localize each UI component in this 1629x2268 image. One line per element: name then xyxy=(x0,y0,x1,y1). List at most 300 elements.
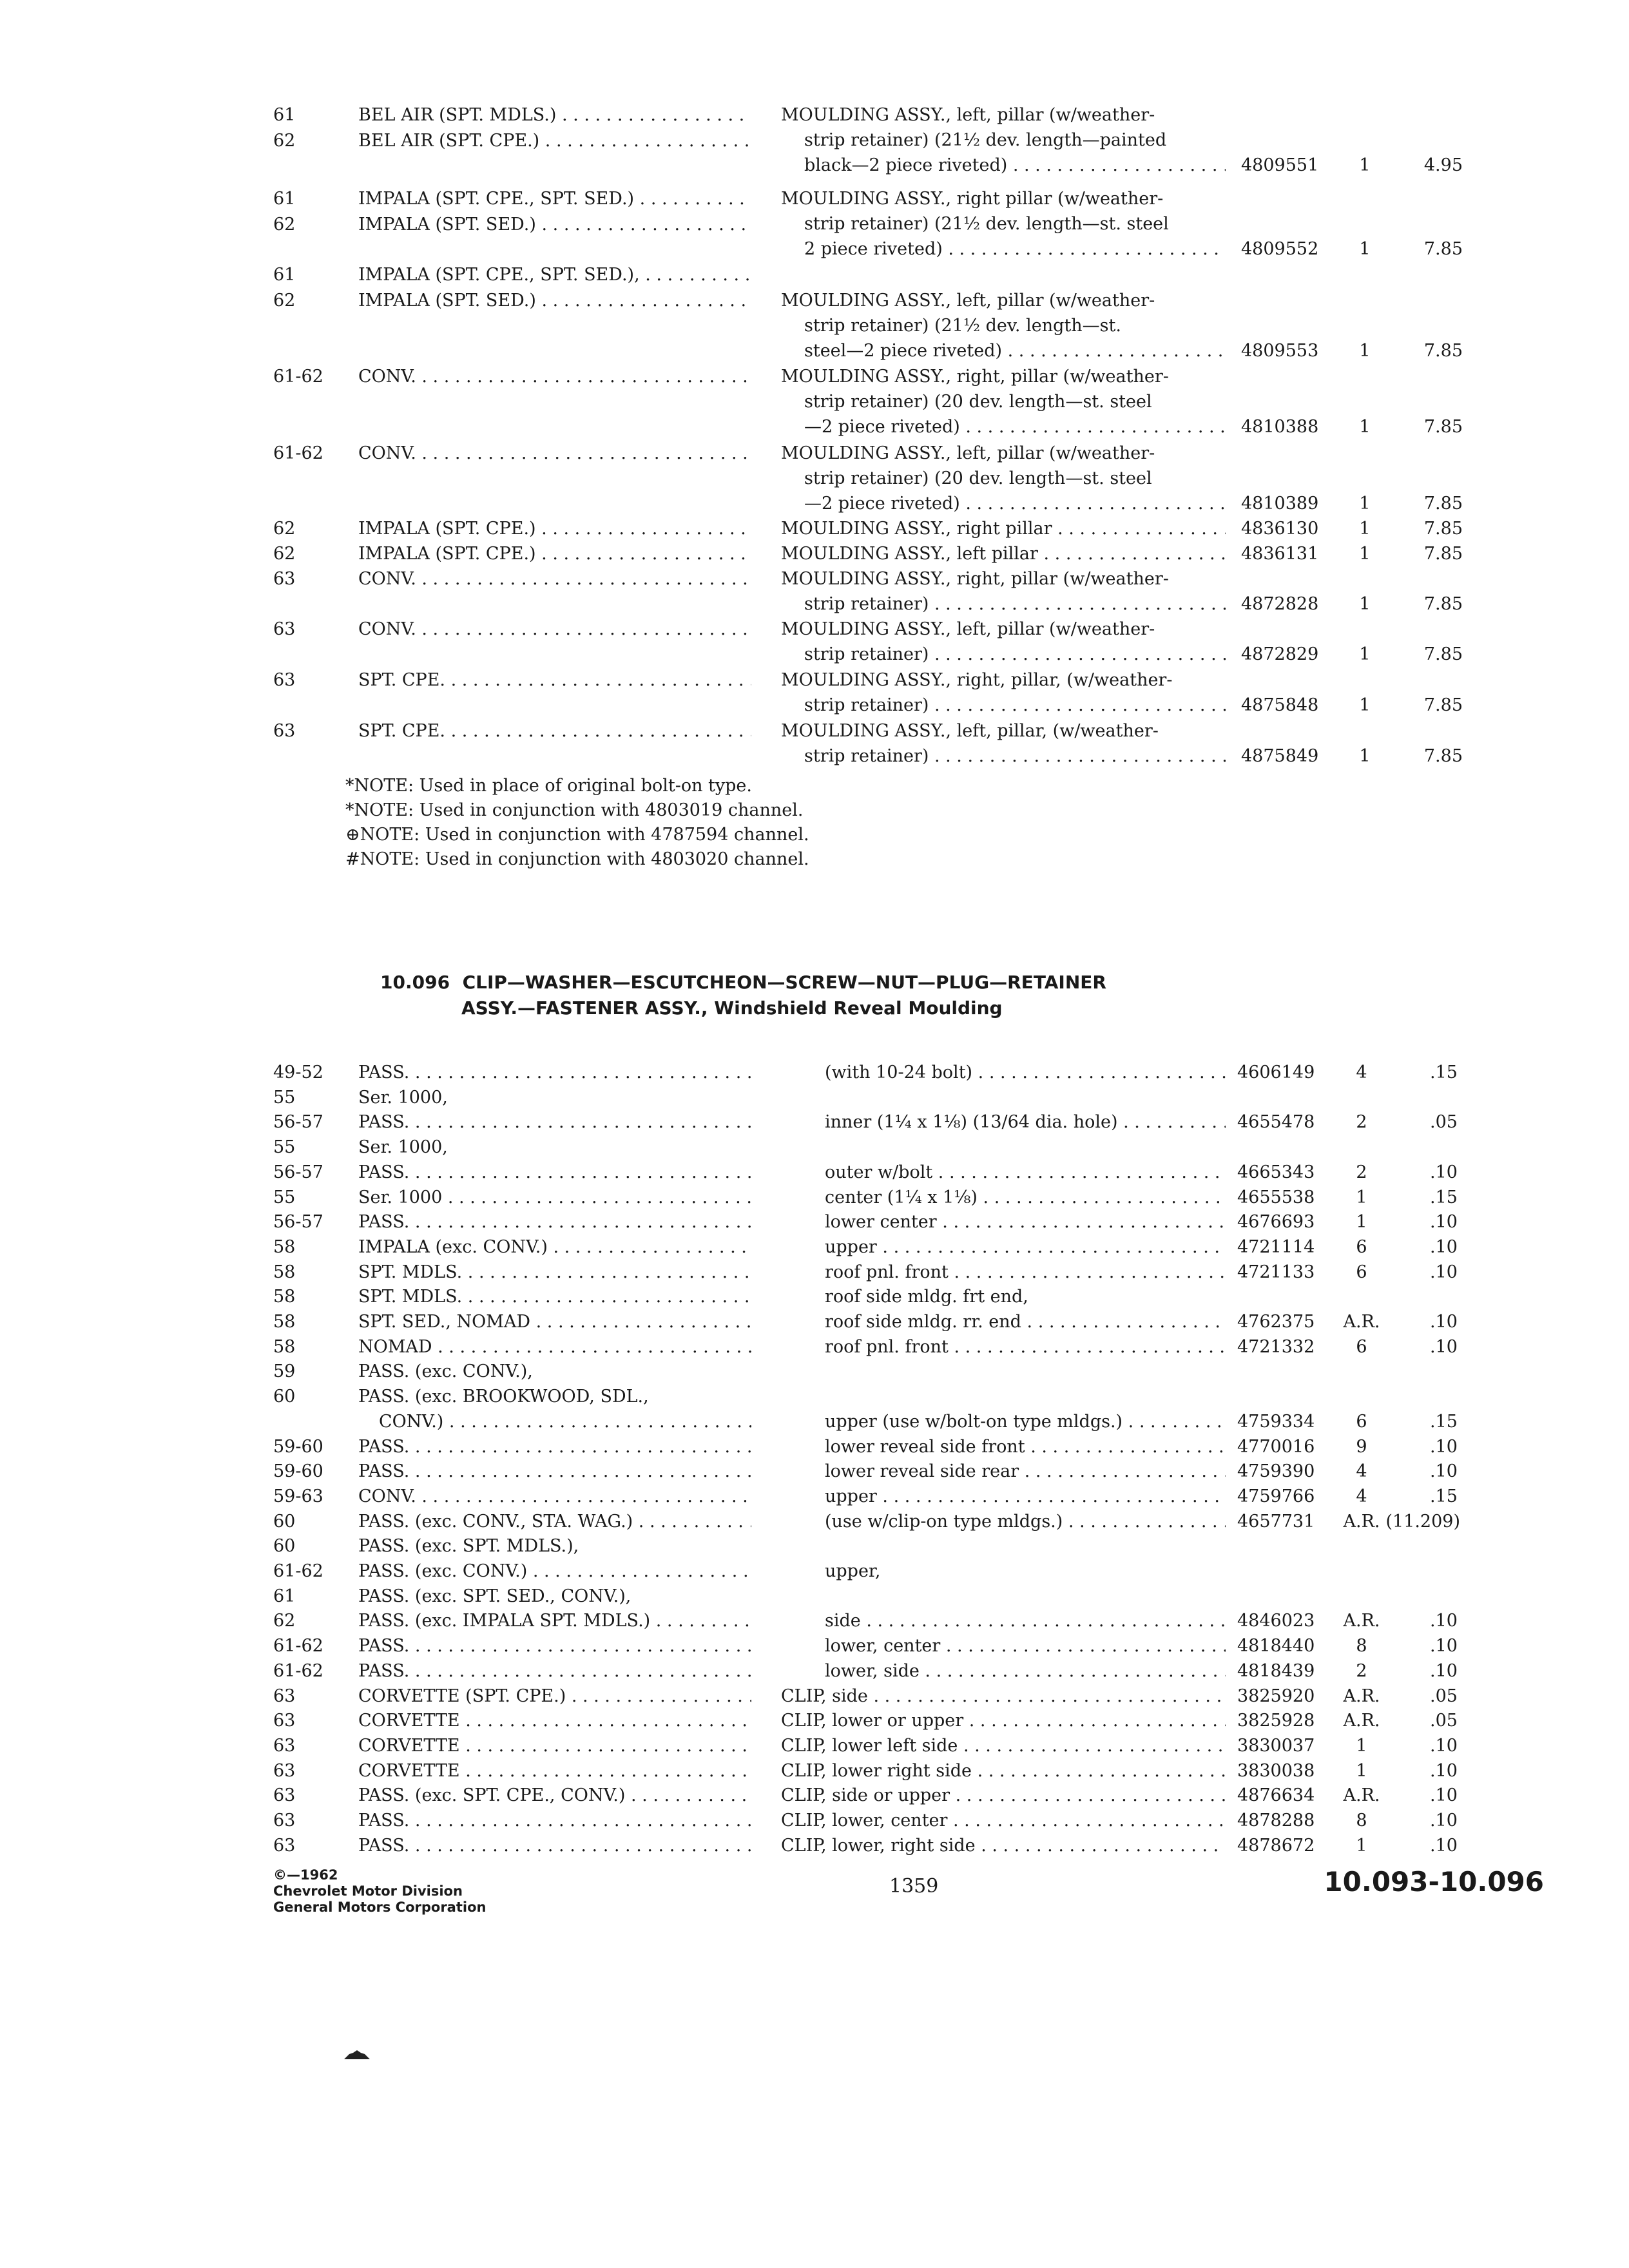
row-year: 58 xyxy=(273,1287,296,1307)
row-model: IMPALA (SPT. SED.) . . . xyxy=(358,213,751,237)
row-price: .10 xyxy=(1430,1660,1458,1681)
row-model: CORVETTE (SPT. CPE.) . . . xyxy=(358,1684,751,1709)
row-year: 59-60 xyxy=(273,1436,323,1457)
row-year: 56-57 xyxy=(273,1112,323,1133)
row-description-line: MOULDING ASSY., right pillar (w/weather- xyxy=(781,189,1164,209)
row-part-number: 4846023 xyxy=(1237,1611,1315,1631)
table-row xyxy=(0,1160,1629,1185)
row-quantity: 6 xyxy=(1356,1262,1367,1282)
description-line xyxy=(0,365,1629,389)
row-price: .10 xyxy=(1430,1162,1458,1182)
row-description-line: MOULDING ASSY., left, pillar (w/weather- xyxy=(781,105,1155,125)
row-year: 58 xyxy=(273,1336,296,1357)
table-row xyxy=(0,1584,1629,1609)
table-row xyxy=(0,1310,1629,1334)
row-price: .10 xyxy=(1430,1735,1458,1756)
row-model: PASS. (exc. BROOKWOOD, SDL., xyxy=(358,1387,649,1407)
row-quantity: 1 xyxy=(1359,494,1371,514)
row-year: 55 xyxy=(273,1137,296,1158)
row-part-number: 4762375 xyxy=(1237,1312,1315,1332)
row-year: 61-62 xyxy=(273,1660,323,1681)
row-quantity: 2 xyxy=(1356,1660,1367,1681)
row-model: PASS. (exc. SPT. CPE., CONV.) . . . xyxy=(358,1783,751,1808)
row-quantity: A.R. xyxy=(1343,1785,1380,1806)
description-line xyxy=(0,517,1629,541)
footer-division: Chevrolet Motor Division xyxy=(273,1883,463,1899)
table-row xyxy=(0,1534,1629,1559)
row-price: 7.85 xyxy=(1423,494,1463,514)
row-price: .10 xyxy=(1430,1436,1458,1457)
row-description: lower, side . . . xyxy=(825,1659,1226,1684)
description-line xyxy=(0,744,1629,769)
row-model: PASS. . . . xyxy=(358,1160,751,1185)
table-row xyxy=(0,1385,1629,1409)
description-line xyxy=(0,492,1629,516)
row-price: 7.85 xyxy=(1423,594,1463,614)
description-line xyxy=(0,567,1629,591)
row-description-line: MOULDING ASSY., left, pillar, (w/weather- xyxy=(781,721,1159,741)
table-row xyxy=(0,1260,1629,1285)
table-row xyxy=(0,1834,1629,1858)
row-model: CONV. . . . xyxy=(358,441,751,466)
row-year: 61-62 xyxy=(273,443,323,463)
row-year: 63 xyxy=(273,569,296,589)
table-row xyxy=(0,1783,1629,1808)
row-description-line: —2 piece riveted) . . . xyxy=(804,492,1226,516)
row-year: 63 xyxy=(273,1835,296,1856)
row-part-number: 4878672 xyxy=(1237,1835,1315,1856)
row-model: BEL AIR (SPT. MDLS.) . . . xyxy=(358,103,751,128)
description-line xyxy=(0,642,1629,667)
table-row xyxy=(0,1061,1629,1085)
row-description-line: MOULDING ASSY., right, pillar, (w/weather- xyxy=(781,670,1173,690)
row-year: 63 xyxy=(273,1686,296,1706)
row-price: .15 xyxy=(1430,1187,1458,1207)
row-year: 62 xyxy=(273,215,296,235)
footer-corporation: General Motors Corporation xyxy=(273,1899,487,1915)
row-model: PASS. (exc. CONV.) . . . xyxy=(358,1559,751,1584)
row-description-line: strip retainer) (20 dev. length—st. steel xyxy=(804,468,1152,488)
row-price: 7.85 xyxy=(1423,746,1463,766)
row-part-number: 3825920 xyxy=(1237,1686,1315,1706)
description-line xyxy=(0,592,1629,617)
description-line xyxy=(0,153,1629,178)
row-part-number: 4810388 xyxy=(1241,417,1319,437)
row-model: PASS. . . . xyxy=(358,1435,751,1459)
row-year: 58 xyxy=(273,1312,296,1332)
row-year: 61 xyxy=(273,189,296,209)
description-line xyxy=(0,542,1629,566)
row-year: 60 xyxy=(273,1511,296,1532)
description-line xyxy=(0,441,1629,466)
row-quantity: 1 xyxy=(1359,746,1371,766)
description-line xyxy=(0,719,1629,744)
table-row xyxy=(0,263,1629,287)
row-part-number: 4872829 xyxy=(1241,644,1319,664)
table-row xyxy=(0,1659,1629,1684)
row-part-number: 4836131 xyxy=(1241,544,1319,564)
row-year: 62 xyxy=(273,544,296,564)
note-line: *NOTE: Used in conjunction with 4803019 channel. xyxy=(345,800,804,820)
row-quantity: 1 xyxy=(1359,417,1371,437)
row-price: .10 xyxy=(1430,1636,1458,1657)
row-year: 56-57 xyxy=(273,1212,323,1233)
row-description-line: strip retainer) . . . xyxy=(804,592,1226,617)
row-description: lower reveal side front . . . xyxy=(825,1435,1226,1459)
section-title-line2-rest: Windshield Reveal Moulding xyxy=(714,997,1003,1019)
row-quantity: A.R. xyxy=(1343,1511,1380,1532)
row-model: PASS. . . . xyxy=(358,1659,751,1684)
table-row xyxy=(0,1459,1629,1484)
row-description-line: MOULDING ASSY., right, pillar (w/weather- xyxy=(781,569,1169,589)
table-row xyxy=(0,1086,1629,1110)
table-row xyxy=(0,1634,1629,1658)
row-year: 63 xyxy=(273,721,296,741)
row-year: 59-60 xyxy=(273,1461,323,1482)
row-year: 63 xyxy=(273,1811,296,1831)
row-part-number: 4606149 xyxy=(1237,1062,1315,1082)
row-quantity: 1 xyxy=(1359,155,1371,175)
row-price: 7.85 xyxy=(1423,695,1463,715)
row-description: lower reveal side rear . . . xyxy=(825,1459,1226,1484)
table-row xyxy=(0,1684,1629,1709)
description-line xyxy=(0,339,1629,363)
row-quantity: 2 xyxy=(1356,1112,1367,1133)
row-description-line: —2 piece riveted) . . . xyxy=(804,415,1226,439)
row-price: 7.85 xyxy=(1423,341,1463,361)
row-part-number: 4759334 xyxy=(1237,1411,1315,1432)
table-row xyxy=(0,1759,1629,1783)
row-description-line: strip retainer) (21½ dev. length—st. xyxy=(804,316,1121,336)
row-description-line: MOULDING ASSY., left, pillar (w/weather- xyxy=(781,291,1155,311)
row-model: SPT. CPE. . . . xyxy=(358,719,751,744)
row-year: 63 xyxy=(273,670,296,690)
row-model: SPT. MDLS. . . . xyxy=(358,1260,751,1285)
table-row xyxy=(0,1709,1629,1733)
section-number: 10.096 xyxy=(380,972,450,993)
page-number: 1359 xyxy=(889,1875,939,1898)
row-model: PASS. . . . xyxy=(358,1061,751,1085)
row-model: PASS. (exc. SPT. MDLS.), xyxy=(358,1536,579,1557)
row-description: CLIP, lower left side . . . xyxy=(781,1734,1226,1758)
row-model: Ser. 1000 . . . xyxy=(358,1186,751,1210)
table-row xyxy=(0,1410,1629,1434)
row-description: roof pnl. front . . . xyxy=(825,1335,1226,1360)
row-description-line: MOULDING ASSY., left, pillar (w/weather- xyxy=(781,443,1155,463)
row-year: 62 xyxy=(273,131,296,151)
footer-copyright: ©—1962 xyxy=(273,1867,338,1883)
row-description: roof side mldg. frt end, xyxy=(825,1287,1028,1307)
row-description: CLIP, side . . . xyxy=(781,1684,1226,1709)
table-row xyxy=(0,1809,1629,1833)
row-description: upper . . . xyxy=(825,1235,1226,1260)
row-quantity: 1 xyxy=(1356,1835,1367,1856)
row-part-number: 4878288 xyxy=(1237,1811,1315,1831)
row-description: outer w/bolt . . . xyxy=(825,1160,1226,1185)
row-part-number: 4809552 xyxy=(1241,239,1319,259)
row-quantity: 2 xyxy=(1356,1162,1367,1182)
row-model: SPT. SED., NOMAD . . . xyxy=(358,1310,751,1334)
row-quantity: 6 xyxy=(1356,1336,1367,1357)
row-year: 62 xyxy=(273,1611,296,1631)
row-year: 55 xyxy=(273,1087,296,1108)
row-description-line: steel—2 piece riveted) . . . xyxy=(804,339,1226,363)
table-row xyxy=(0,1609,1629,1633)
row-description-line: 2 piece riveted) . . . xyxy=(804,237,1226,262)
row-model: CONV. . . . xyxy=(358,617,751,642)
row-year: 58 xyxy=(273,1236,296,1257)
section-range: 10.093-10.096 xyxy=(1324,1866,1544,1898)
row-model: PASS. (exc. IMPALA SPT. MDLS.) . . . xyxy=(358,1609,751,1633)
row-description-line: black—2 piece riveted) . . . xyxy=(804,153,1226,178)
row-quantity: A.R. xyxy=(1343,1686,1380,1706)
row-description: side . . . xyxy=(825,1609,1226,1633)
row-model: PASS. . . . xyxy=(358,1110,751,1135)
row-year: 60 xyxy=(273,1387,296,1407)
row-description-line: strip retainer) . . . xyxy=(804,642,1226,667)
row-part-number: 4872828 xyxy=(1241,594,1319,614)
row-part-number: 4818440 xyxy=(1237,1636,1315,1657)
note-line: *NOTE: Used in place of original bolt-on type. xyxy=(345,776,752,796)
row-year: 56-57 xyxy=(273,1162,323,1182)
table-row xyxy=(0,1186,1629,1210)
row-part-number: 4770016 xyxy=(1237,1436,1315,1457)
row-quantity: A.R. xyxy=(1343,1312,1380,1332)
table-row xyxy=(0,1510,1629,1534)
smudge-mark-icon xyxy=(344,2050,370,2059)
row-price: .10 xyxy=(1430,1312,1458,1332)
row-quantity: 1 xyxy=(1356,1735,1367,1756)
row-price: 7.85 xyxy=(1423,544,1463,564)
table-row xyxy=(0,1110,1629,1135)
row-description-line: MOULDING ASSY., left pillar . . . xyxy=(781,542,1226,566)
row-part-number: 4759390 xyxy=(1237,1461,1315,1482)
row-quantity: 1 xyxy=(1356,1760,1367,1781)
row-part-number: 4810389 xyxy=(1241,494,1319,514)
row-model: PASS. . . . xyxy=(358,1634,751,1658)
table-row xyxy=(0,1285,1629,1309)
row-price: .15 xyxy=(1430,1486,1458,1506)
row-price: .05 xyxy=(1430,1112,1458,1133)
row-model: CORVETTE . . . xyxy=(358,1709,751,1733)
row-year: 59-63 xyxy=(273,1486,323,1506)
row-price: .10 xyxy=(1430,1835,1458,1856)
row-quantity: 6 xyxy=(1356,1236,1367,1257)
row-model: PASS. . . . xyxy=(358,1809,751,1833)
description-line xyxy=(0,187,1629,211)
row-model: IMPALA (SPT. CPE., SPT. SED.) . . . xyxy=(358,187,751,211)
row-model: PASS. . . . xyxy=(358,1834,751,1858)
row-year: 62 xyxy=(273,519,296,539)
row-part-number: 4655478 xyxy=(1237,1112,1315,1133)
row-model: CONV. . . . xyxy=(358,1485,751,1509)
row-price: .10 xyxy=(1430,1236,1458,1257)
row-part-number: 3825928 xyxy=(1237,1711,1315,1731)
table-row xyxy=(0,213,1629,237)
description-line xyxy=(0,390,1629,414)
row-quantity: 4 xyxy=(1356,1486,1367,1506)
row-quantity: 1 xyxy=(1356,1187,1367,1207)
row-description: upper . . . xyxy=(825,1485,1226,1509)
row-quantity: 8 xyxy=(1356,1636,1367,1657)
row-description: roof pnl. front . . . xyxy=(825,1260,1226,1285)
row-model: IMPALA (SPT. CPE.) . . . xyxy=(358,517,751,541)
row-model: IMPALA (SPT. CPE., SPT. SED.), . . . xyxy=(358,263,751,287)
description-line xyxy=(0,314,1629,338)
row-model: BEL AIR (SPT. CPE.) . . . xyxy=(358,129,751,153)
section-title-line1: CLIP—WASHER—ESCUTCHEON—SCREW—NUT—PLUG—RETAINER xyxy=(462,972,1106,993)
row-quantity: 6 xyxy=(1356,1411,1367,1432)
row-description: CLIP, lower or upper . . . xyxy=(781,1709,1226,1733)
row-price: 7.85 xyxy=(1423,239,1463,259)
row-year: 55 xyxy=(273,1187,296,1207)
row-description: (with 10-24 bolt) . . . xyxy=(825,1061,1226,1085)
row-part-number: 4676693 xyxy=(1237,1212,1315,1233)
description-line xyxy=(0,617,1629,642)
row-part-number: 4875849 xyxy=(1241,746,1319,766)
row-quantity: 1 xyxy=(1359,594,1371,614)
row-quantity: A.R. xyxy=(1343,1711,1380,1731)
row-model: SPT. CPE. . . . xyxy=(358,668,751,693)
table-row xyxy=(0,1435,1629,1459)
row-model: CORVETTE . . . xyxy=(358,1734,751,1758)
row-model: CONV. . . . xyxy=(358,365,751,389)
footer-credits xyxy=(273,1867,486,1916)
row-part-number: 3830038 xyxy=(1237,1760,1315,1781)
row-price: .05 xyxy=(1430,1686,1458,1706)
row-description-line: MOULDING ASSY., right, pillar (w/weather- xyxy=(781,367,1169,387)
row-model: Ser. 1000, xyxy=(358,1137,448,1158)
row-year: 62 xyxy=(273,291,296,311)
row-part-number: 4657731 xyxy=(1237,1511,1315,1532)
row-part-number: 4836130 xyxy=(1241,519,1319,539)
row-model: SPT. MDLS. . . . xyxy=(358,1285,751,1309)
row-model: IMPALA (SPT. SED.) . . . xyxy=(358,289,751,313)
table-row xyxy=(0,1559,1629,1584)
row-description-line: strip retainer) (21½ dev. length—st. steel xyxy=(804,214,1169,234)
row-description-line: strip retainer) (21½ dev. length—painted xyxy=(804,130,1167,150)
row-model: CONV. . . . xyxy=(358,567,751,591)
row-part-number: 4721133 xyxy=(1237,1262,1315,1282)
row-description: upper (use w/bolt-on type mldgs.) . . . xyxy=(825,1410,1226,1434)
row-quantity: 1 xyxy=(1359,239,1371,259)
row-part-number: 4721114 xyxy=(1237,1236,1315,1257)
row-description-line: strip retainer) . . . xyxy=(804,693,1226,718)
row-model: CORVETTE . . . xyxy=(358,1759,751,1783)
description-line xyxy=(0,466,1629,491)
row-description: CLIP, side or upper . . . xyxy=(781,1783,1226,1808)
table-row xyxy=(0,1734,1629,1758)
table-row xyxy=(0,129,1629,153)
row-description: center (1¼ x 1⅛) . . . xyxy=(825,1186,1226,1210)
description-line xyxy=(0,103,1629,128)
row-description-line: strip retainer) (20 dev. length—st. steel xyxy=(804,392,1152,412)
row-model: IMPALA (exc. CONV.) . . . xyxy=(358,1235,751,1260)
row-price: .15 xyxy=(1430,1411,1458,1432)
row-price: .10 xyxy=(1430,1611,1458,1631)
table-row xyxy=(0,1135,1629,1160)
row-year: 63 xyxy=(273,1785,296,1806)
row-year: 63 xyxy=(273,1760,296,1781)
row-price: .10 xyxy=(1430,1811,1458,1831)
row-price: .10 xyxy=(1430,1785,1458,1806)
row-quantity: 1 xyxy=(1359,341,1371,361)
row-year: 61-62 xyxy=(273,1561,323,1581)
row-quantity: 1 xyxy=(1359,695,1371,715)
row-part-number: 4721332 xyxy=(1237,1336,1315,1357)
row-part-number: 4818439 xyxy=(1237,1660,1315,1681)
row-model: IMPALA (SPT. CPE.) . . . xyxy=(358,542,751,566)
row-description-line: MOULDING ASSY., left, pillar (w/weather- xyxy=(781,619,1155,639)
description-line xyxy=(0,289,1629,313)
row-model: CONV.) . . . xyxy=(379,1410,751,1434)
row-year: 63 xyxy=(273,1711,296,1731)
row-model: NOMAD . . . xyxy=(358,1335,751,1360)
table-row xyxy=(0,1235,1629,1260)
row-quantity: 1 xyxy=(1359,544,1371,564)
row-description: CLIP, lower, center . . . xyxy=(781,1809,1226,1833)
row-quantity: 9 xyxy=(1356,1436,1367,1457)
section-title-line2-bold: ASSY.—FASTENER ASSY., xyxy=(461,997,708,1019)
row-description: roof side mldg. rr. end . . . xyxy=(825,1310,1226,1334)
row-price: .10 xyxy=(1430,1212,1458,1233)
row-quantity: 1 xyxy=(1359,644,1371,664)
row-part-number: 3830037 xyxy=(1237,1735,1315,1756)
row-price: .10 xyxy=(1430,1760,1458,1781)
row-price: .10 xyxy=(1430,1262,1458,1282)
row-description: lower center . . . xyxy=(825,1210,1226,1235)
row-price: 4.95 xyxy=(1423,155,1463,175)
row-model: PASS. . . . xyxy=(358,1459,751,1484)
row-model: Ser. 1000, xyxy=(358,1087,448,1108)
row-description: lower, center . . . xyxy=(825,1634,1226,1658)
row-quantity: 4 xyxy=(1356,1461,1367,1482)
section-heading-line1 xyxy=(380,970,1282,995)
description-line xyxy=(0,237,1629,262)
row-year: 63 xyxy=(273,1735,296,1756)
row-year: 61-62 xyxy=(273,367,323,387)
row-part-number: 4655538 xyxy=(1237,1187,1315,1207)
row-price: .10 xyxy=(1430,1461,1458,1482)
row-year: 59 xyxy=(273,1361,296,1382)
note-line: #NOTE: Used in conjunction with 4803020 channel. xyxy=(345,849,809,869)
row-price: (11.209) xyxy=(1385,1511,1460,1532)
row-description: (use w/clip-on type mldgs.) . . . xyxy=(825,1510,1226,1534)
row-price: 7.85 xyxy=(1423,644,1463,664)
row-description: CLIP, lower, right side . . . xyxy=(781,1834,1226,1858)
row-year: 58 xyxy=(273,1262,296,1282)
row-part-number: 4759766 xyxy=(1237,1486,1315,1506)
note-line: ⊕NOTE: Used in conjunction with 4787594 channel. xyxy=(345,825,809,845)
row-model: PASS. (exc. CONV.), xyxy=(358,1361,533,1382)
row-quantity: 8 xyxy=(1356,1811,1367,1831)
table-row xyxy=(0,1360,1629,1384)
row-year: 63 xyxy=(273,619,296,639)
description-line xyxy=(0,693,1629,718)
row-part-number: 4665343 xyxy=(1237,1162,1315,1182)
row-year: 60 xyxy=(273,1536,296,1557)
row-part-number: 4809551 xyxy=(1241,155,1319,175)
row-price: .10 xyxy=(1430,1336,1458,1357)
row-year: 61 xyxy=(273,265,296,285)
row-quantity: 1 xyxy=(1359,519,1371,539)
row-quantity: 1 xyxy=(1356,1212,1367,1233)
row-price: 7.85 xyxy=(1423,417,1463,437)
row-model: PASS. (exc. CONV., STA. WAG.) . . . xyxy=(358,1510,751,1534)
row-model: PASS. . . . xyxy=(358,1210,751,1235)
row-year: 61 xyxy=(273,1586,296,1606)
table-row xyxy=(0,1485,1629,1509)
